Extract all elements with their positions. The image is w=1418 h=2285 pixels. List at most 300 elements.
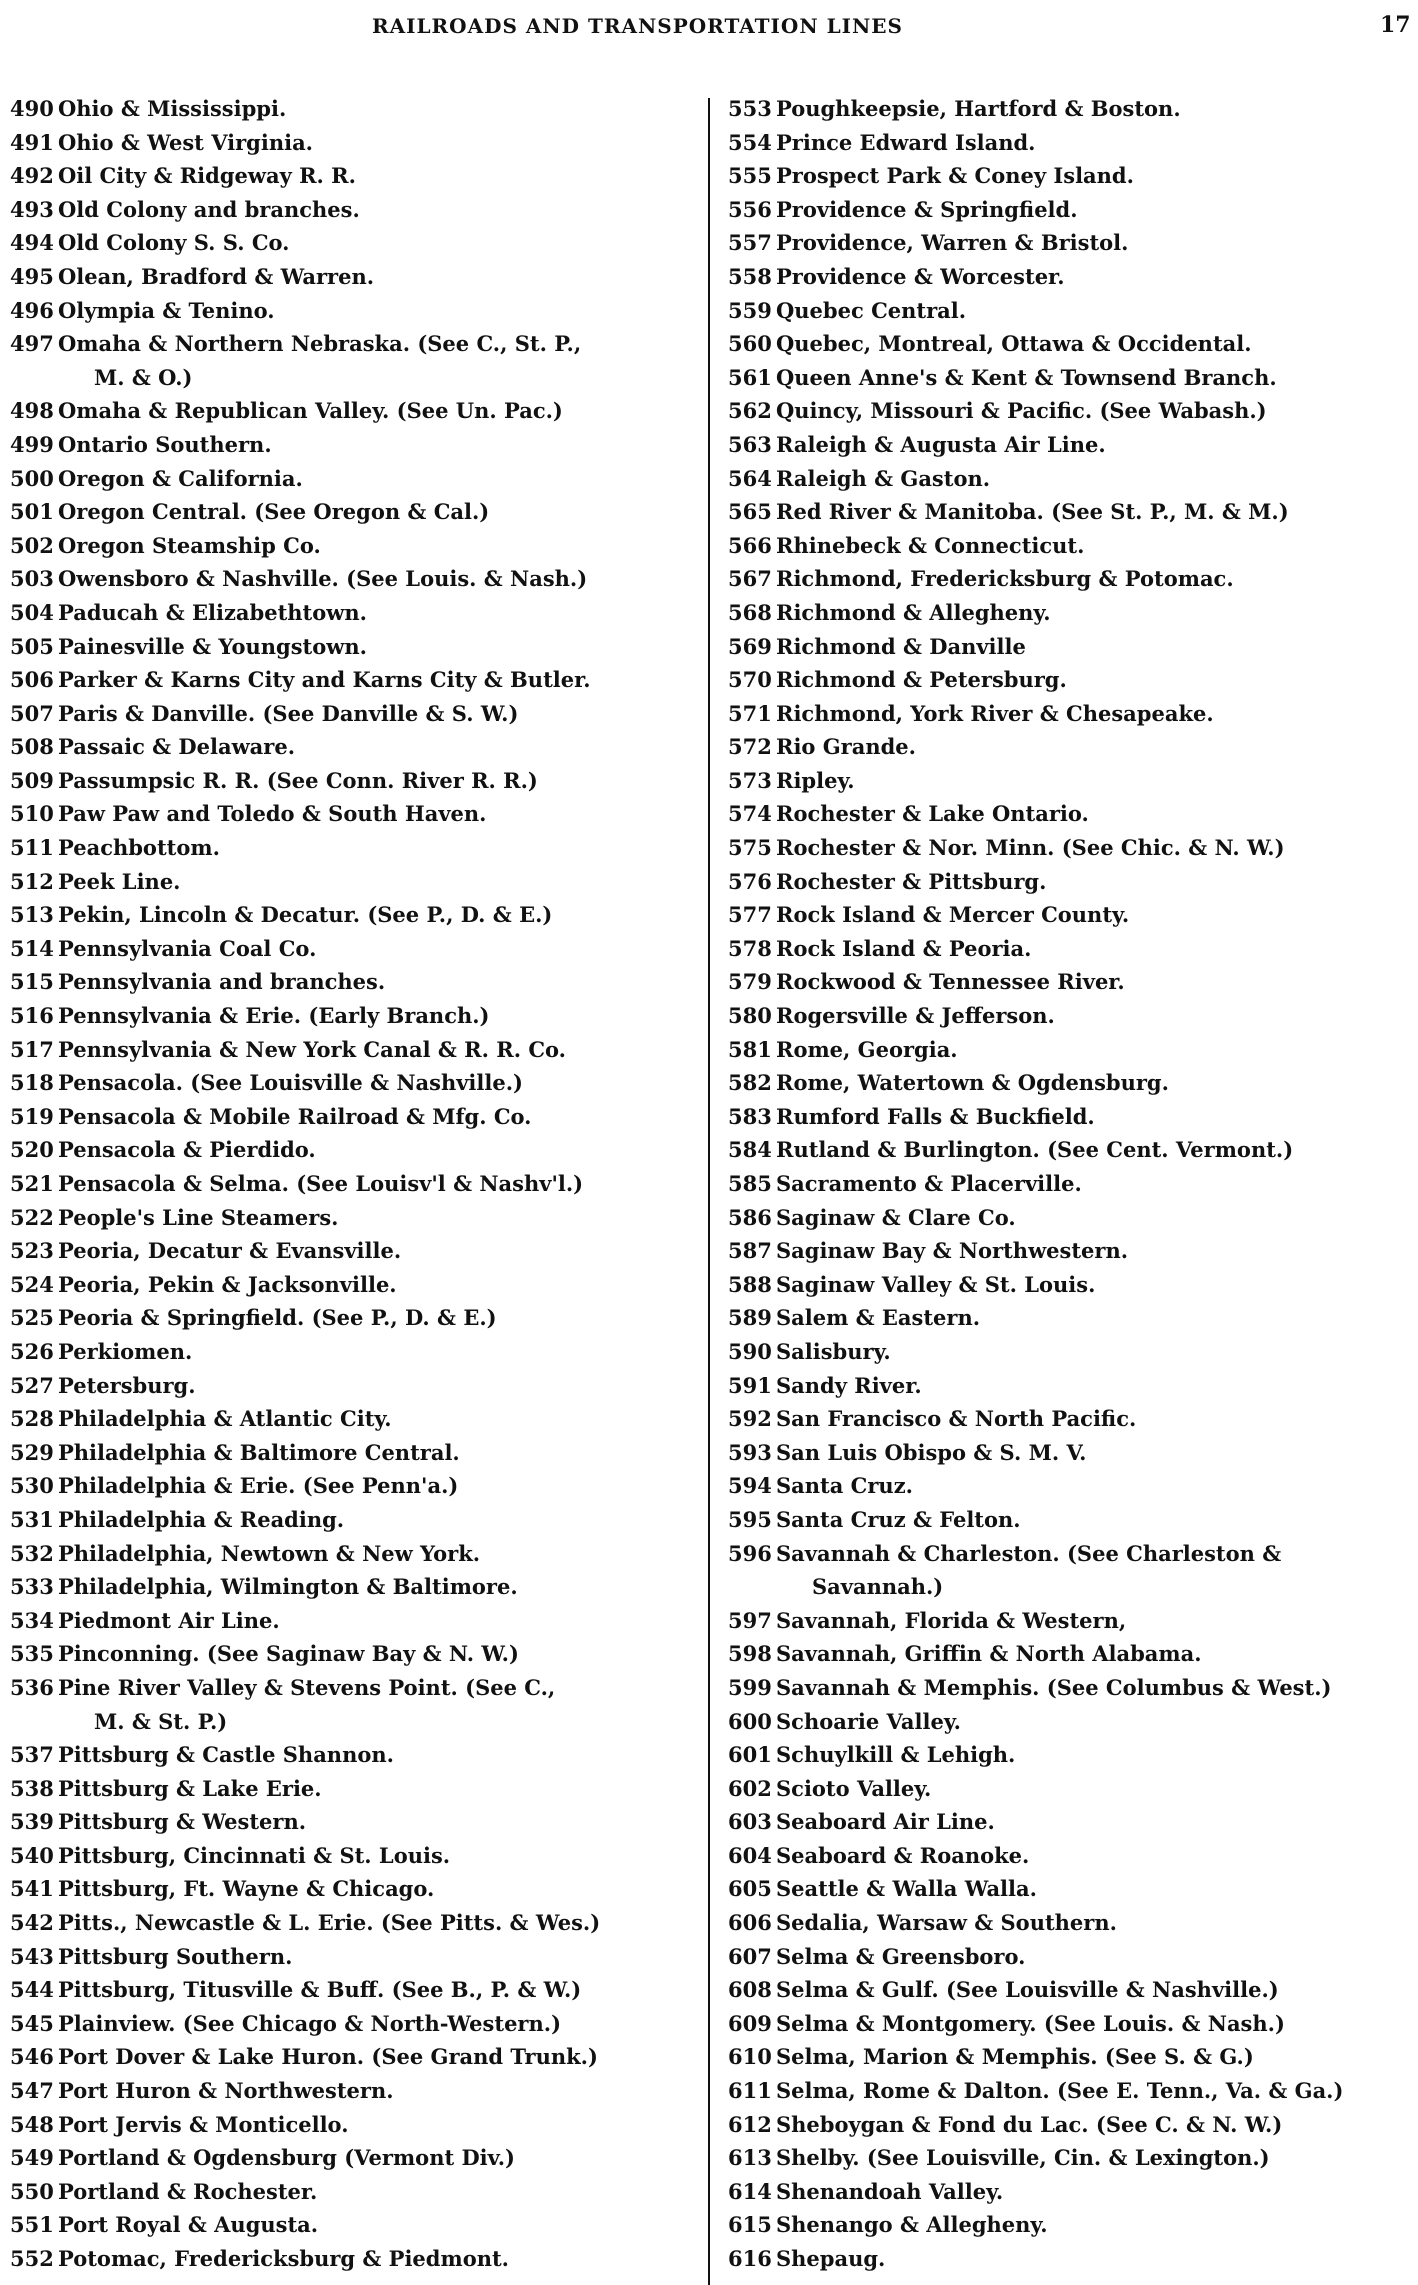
entry-number: 584 [728,1137,772,1163]
entry-name-text: Shenandoah Valley. [776,2178,1004,2204]
entry-number: 550 [10,2178,54,2204]
entry-name [776,1705,1414,1739]
entry-number: 515 [10,969,54,995]
list-item [728,327,1414,361]
entry-name-text: Portland & Rochester. [58,2178,318,2204]
entry-name-text: Richmond, Fredericksburg & Potomac. [776,566,1234,592]
entry-name [58,1469,696,1503]
entry-number: 562 [728,398,772,424]
entry-name [776,193,1414,227]
entry-name-text: Pitts., Newcastle & L. Erie. (See Pitts. & Wes.) [58,1910,601,1936]
entry-number: 502 [10,532,54,558]
entry-number: 553 [728,96,772,121]
entry-number: 528 [10,1406,54,1432]
list-item [728,1402,1414,1436]
entry-number: 536 [10,1674,54,1700]
entry-number: 602 [728,1775,772,1801]
entry-number: 555 [728,163,772,189]
entry-number: 542 [10,1910,54,1936]
list-item [728,764,1414,798]
entry-number: 512 [10,868,54,894]
entry-name-text: Seattle & Walla Walla. [776,1876,1037,1902]
entry-name-text: Rochester & Pittsburg. [776,868,1047,894]
entry-name-text: Ohio & West Virginia. [58,129,313,155]
list-item [10,730,696,764]
entry-name [58,1066,696,1100]
entry-name [58,1839,696,1873]
entry-name [58,2242,696,2276]
entry-name [776,126,1414,160]
entry-number: 501 [10,499,54,525]
entry-number: 532 [10,1540,54,1566]
list-item [728,730,1414,764]
entry-name-text: Painesville & Youngstown. [58,633,367,659]
entry-number: 504 [10,599,54,625]
entry-number: 539 [10,1809,54,1835]
page-number: 17 [1380,12,1411,38]
entry-name-text: Pittsburg, Ft. Wayne & Chicago. [58,1876,435,1902]
entry-name [58,865,696,899]
entry-name-text: Prince Edward Island. [776,129,1036,155]
list-item [728,2040,1414,2074]
entry-number: 558 [728,263,772,289]
entry-number: 614 [728,2178,772,2204]
entry-number: 613 [728,2145,772,2171]
list-item [728,1637,1414,1671]
entry-name-text: Richmond & Danville [776,633,1026,659]
right-column [728,92,1414,2276]
list-item [728,2108,1414,2142]
entry-name-text: Olean, Bradford & Warren. [58,263,375,289]
list-item [728,1940,1414,1974]
entry-name [776,1671,1414,1705]
entry-name [58,1570,696,1604]
entry-name-text: Peek Line. [58,868,181,894]
entry-number: 583 [728,1103,772,1129]
entry-name-text: Schoarie Valley. [776,1708,961,1734]
entry-name [58,2007,696,2041]
list-item [10,1066,696,1100]
entry-name [58,1738,696,1772]
list-item [728,495,1414,529]
entry-name [58,1033,696,1067]
entry-number: 616 [728,2246,772,2271]
entry-number: 516 [10,1003,54,1029]
entry-name-text: Olympia & Tenino. [58,297,275,323]
entry-number: 492 [10,163,54,189]
list-item [728,428,1414,462]
list-item [10,2141,696,2175]
entry-name [58,797,696,831]
entry-name-text: Plainview. (See Chicago & North-Western.) [58,2010,562,2036]
list-item [728,663,1414,697]
entry-number: 507 [10,700,54,726]
entry-name-text: Rochester & Nor. Minn. (See Chic. & N. W.) [776,835,1285,861]
entry-name [776,2007,1414,2041]
list-item [728,865,1414,899]
list-item [728,1167,1414,1201]
list-item [728,1872,1414,1906]
entry-number: 538 [10,1775,54,1801]
entry-number: 530 [10,1473,54,1499]
entry-name-text: Pennsylvania Coal Co. [58,935,317,961]
entry-number: 549 [10,2145,54,2171]
list-item [10,1201,696,1235]
list-item [728,394,1414,428]
entry-number: 534 [10,1607,54,1633]
entry-name [58,831,696,865]
list-item [728,1537,1414,1604]
entry-number: 610 [728,2044,772,2070]
entry-name [776,1436,1414,1470]
entry-number: 561 [728,364,772,390]
entry-continuation: M. & O.) [94,364,193,390]
entry-continuation: Savannah.) [812,1574,944,1600]
entry-name-text: Oregon & California. [58,465,303,491]
list-item [10,1436,696,1470]
entry-number: 493 [10,196,54,222]
entry-name [776,327,1414,361]
entry-name-text: Oregon Steamship Co. [58,532,321,558]
entry-name-text: Potomac, Fredericksburg & Piedmont. [58,2246,509,2271]
entry-name-text: Parker & Karns City and Karns City & Butler. [58,667,591,693]
entry-number: 545 [10,2010,54,2036]
list-item [728,159,1414,193]
entry-number: 573 [728,767,772,793]
entry-name-text: Philadelphia & Reading. [58,1506,345,1532]
entry-name-text: Sandy River. [776,1372,922,1398]
entry-name [58,159,696,193]
entry-name-text: Old Colony S. S. Co. [58,230,290,256]
entry-name [776,428,1414,462]
entry-name-text: Passumpsic R. R. (See Conn. River R. R.) [58,767,538,793]
entry-name [58,965,696,999]
list-item [10,1100,696,1134]
list-item [10,1604,696,1638]
entry-number: 548 [10,2111,54,2137]
entry-name-text: Portland & Ogdensburg (Vermont Div.) [58,2145,515,2171]
entry-name [776,932,1414,966]
list-item [10,1537,696,1571]
entry-name [58,1503,696,1537]
entry-name [776,1369,1414,1403]
entry-name-text: Pennsylvania and branches. [58,969,386,995]
list-item [10,394,696,428]
list-item [728,1234,1414,1268]
entry-name [58,2108,696,2142]
list-item [10,1872,696,1906]
entry-name-text: Pensacola & Selma. (See Louisv'l & Nashv'l.) [58,1171,584,1196]
list-item [728,294,1414,328]
list-item [728,1301,1414,1335]
list-item [728,1738,1414,1772]
entry-name [58,462,696,496]
entry-name [58,730,696,764]
list-item [10,1671,696,1738]
entry-name [776,697,1414,731]
entry-name [58,562,696,596]
entry-number: 535 [10,1641,54,1667]
entry-number: 541 [10,1876,54,1902]
entry-name [58,2208,696,2242]
entry-name [58,1133,696,1167]
entry-number: 500 [10,465,54,491]
entry-name-text: Philadelphia, Newtown & New York. [58,1540,481,1566]
entry-number: 565 [728,499,772,525]
entry-name-text: Saginaw & Clare Co. [776,1204,1016,1230]
entry-name-text: Seaboard Air Line. [776,1809,995,1835]
list-item [728,529,1414,563]
entry-number: 577 [728,902,772,928]
list-item [10,2175,696,2209]
entry-name-text: Quincy, Missouri & Pacific. (See Wabash.) [776,398,1267,424]
list-item [10,1335,696,1369]
entry-name-text: Pittsburg & Castle Shannon. [58,1742,394,1768]
entry-name-text: Piedmont Air Line. [58,1607,280,1633]
entry-number: 546 [10,2044,54,2070]
entry-name [776,965,1414,999]
entry-name-text: Shelby. (See Louisville, Cin. & Lexington.) [776,2145,1270,2171]
entry-number: 570 [728,667,772,693]
entry-number: 593 [728,1439,772,1465]
entry-name-text: Philadelphia & Erie. (See Penn'a.) [58,1473,459,1499]
entry-name-text: Omaha & Northern Nebraska. (See C., St. P., [58,331,582,357]
entry-name-text: Rochester & Lake Ontario. [776,801,1089,827]
entry-name-text: San Francisco & North Pacific. [776,1406,1137,1432]
entry-name [776,1268,1414,1302]
list-item [10,193,696,227]
entry-name-text: Prospect Park & Coney Island. [776,163,1134,189]
entry-number: 533 [10,1574,54,1600]
entry-number: 526 [10,1338,54,1364]
entry-number: 582 [728,1070,772,1096]
entry-name-text: Rio Grande. [776,734,916,760]
entry-name-text: Savannah, Florida & Western, [776,1607,1127,1633]
entry-name-text: Pensacola & Pierdido. [58,1137,316,1163]
entry-name-text: Philadelphia & Atlantic City. [58,1406,392,1432]
entry-name-text: Port Huron & Northwestern. [58,2078,394,2104]
list-item [728,1268,1414,1302]
list-item [10,596,696,630]
entry-name-text: Shepaug. [776,2246,886,2271]
list-item [728,1839,1414,1873]
entry-name [776,1973,1414,2007]
list-item [10,1906,696,1940]
entry-name-text: Rumford Falls & Buckfield. [776,1103,1095,1129]
entry-name [58,1772,696,1806]
entry-name [58,1268,696,1302]
entry-name-text: Paris & Danville. (See Danville & S. W.) [58,700,519,726]
entry-name [776,1537,1414,1604]
entry-name [776,1066,1414,1100]
entry-number: 510 [10,801,54,827]
entry-name [776,898,1414,932]
list-item [728,1503,1414,1537]
entry-number: 586 [728,1204,772,1230]
entry-number: 576 [728,868,772,894]
entry-number: 509 [10,767,54,793]
entry-name-text: Pennsylvania & Erie. (Early Branch.) [58,1003,490,1029]
entry-name-text: Quebec Central. [776,297,967,323]
entry-name [776,797,1414,831]
entry-name [776,260,1414,294]
entry-number: 521 [10,1171,54,1196]
list-item [10,1637,696,1671]
list-item [10,260,696,294]
entry-number: 560 [728,331,772,357]
entry-number: 494 [10,230,54,256]
list-item [10,159,696,193]
list-item [10,1133,696,1167]
entry-name-text: Providence, Warren & Bristol. [776,230,1129,256]
entry-name-text: San Luis Obispo & S. M. V. [776,1439,1087,1465]
entry-name [776,596,1414,630]
entry-name [776,361,1414,395]
list-item [728,1705,1414,1739]
entry-number: 594 [728,1473,772,1499]
list-item [10,428,696,462]
entry-number: 495 [10,263,54,289]
entry-number: 544 [10,1977,54,2003]
entry-name-text: Passaic & Delaware. [58,734,296,760]
list-item [728,126,1414,160]
entry-name-text: Scioto Valley. [776,1775,932,1801]
entry-name [776,1402,1414,1436]
entry-name [58,1805,696,1839]
list-item [728,1973,1414,2007]
entry-name [58,327,696,394]
entry-name-text: Seaboard & Roanoke. [776,1842,1030,1868]
entry-number: 607 [728,1943,772,1969]
entry-name [776,2040,1414,2074]
entry-name-text: Peoria, Decatur & Evansville. [58,1238,402,1264]
list-item [728,1906,1414,1940]
entry-number: 523 [10,1238,54,1264]
entry-name-text: Port Jervis & Monticello. [58,2111,349,2137]
list-item [10,2040,696,2074]
list-item [10,327,696,394]
entry-name-text: Pinconning. (See Saginaw Bay & N. W.) [58,1641,519,1667]
list-item [728,361,1414,395]
list-item [10,630,696,664]
entry-name [776,2074,1414,2108]
entry-number: 575 [728,835,772,861]
list-item [728,1335,1414,1369]
list-item [10,1301,696,1335]
list-item [728,697,1414,731]
entry-name [776,529,1414,563]
entry-name [776,2175,1414,2209]
entry-name-text: Salem & Eastern. [776,1305,981,1331]
entry-name-text: Port Dover & Lake Huron. (See Grand Trunk.) [58,2044,598,2070]
entry-name [58,1436,696,1470]
entry-name-text: Rock Island & Peoria. [776,935,1032,961]
entry-name-text: Selma & Greensboro. [776,1943,1026,1969]
list-item [10,965,696,999]
list-item [10,1469,696,1503]
entry-number: 559 [728,297,772,323]
entry-name [776,2242,1414,2276]
entry-number: 511 [10,835,54,861]
entry-name-text: Schuylkill & Lehigh. [776,1742,1016,1768]
entry-number: 496 [10,297,54,323]
list-item [728,965,1414,999]
entry-number: 506 [10,667,54,693]
entry-number: 579 [728,969,772,995]
entry-name [776,1335,1414,1369]
entry-number: 525 [10,1305,54,1331]
entry-name-text: Paducah & Elizabethtown. [58,599,367,625]
entry-number: 522 [10,1204,54,1230]
entry-name [776,730,1414,764]
list-item [10,2208,696,2242]
entry-name [58,126,696,160]
entry-name-text: Pensacola. (See Louisville & Nashville.) [58,1070,523,1096]
list-item [728,562,1414,596]
entry-name [776,226,1414,260]
entry-number: 490 [10,96,54,121]
entry-name [58,394,696,428]
entry-number: 606 [728,1910,772,1936]
list-item [728,226,1414,260]
column-divider [708,98,710,2285]
entry-number: 514 [10,935,54,961]
entry-name [58,1940,696,1974]
entry-name [58,1301,696,1335]
entry-number: 513 [10,902,54,928]
list-item [10,294,696,328]
entry-name-text: Santa Cruz. [776,1473,913,1499]
entry-name [776,1805,1414,1839]
list-item [10,126,696,160]
list-item [10,2074,696,2108]
list-item [10,764,696,798]
entry-number: 578 [728,935,772,961]
list-item [10,797,696,831]
entry-name [776,630,1414,664]
entry-name [776,2208,1414,2242]
entry-name-text: Rutland & Burlington. (See Cent. Vermont.) [776,1137,1294,1163]
entry-name [58,1201,696,1235]
entry-number: 563 [728,431,772,457]
entry-name [776,1133,1414,1167]
entry-name-text: People's Line Steamers. [58,1204,339,1230]
left-column [10,92,696,2276]
list-item [728,596,1414,630]
entry-number: 508 [10,734,54,760]
entry-name-text: Providence & Worcester. [776,263,1065,289]
entry-number: 599 [728,1674,772,1700]
entry-name [58,2040,696,2074]
list-item [728,1201,1414,1235]
entry-name [58,1402,696,1436]
entry-name [776,1234,1414,1268]
entry-name-text: Shenango & Allegheny. [776,2212,1048,2238]
entry-name [58,663,696,697]
entry-number: 552 [10,2246,54,2271]
list-item [728,2141,1414,2175]
list-item [728,797,1414,831]
entry-name [58,294,696,328]
entry-name-text: Ripley. [776,767,855,793]
entry-number: 569 [728,633,772,659]
entry-number: 499 [10,431,54,457]
entry-number: 603 [728,1809,772,1835]
list-item [728,1469,1414,1503]
entry-number: 608 [728,1977,772,2003]
entry-name-text: Perkiomen. [58,1338,193,1364]
entry-name-text: Philadelphia & Baltimore Central. [58,1439,460,1465]
